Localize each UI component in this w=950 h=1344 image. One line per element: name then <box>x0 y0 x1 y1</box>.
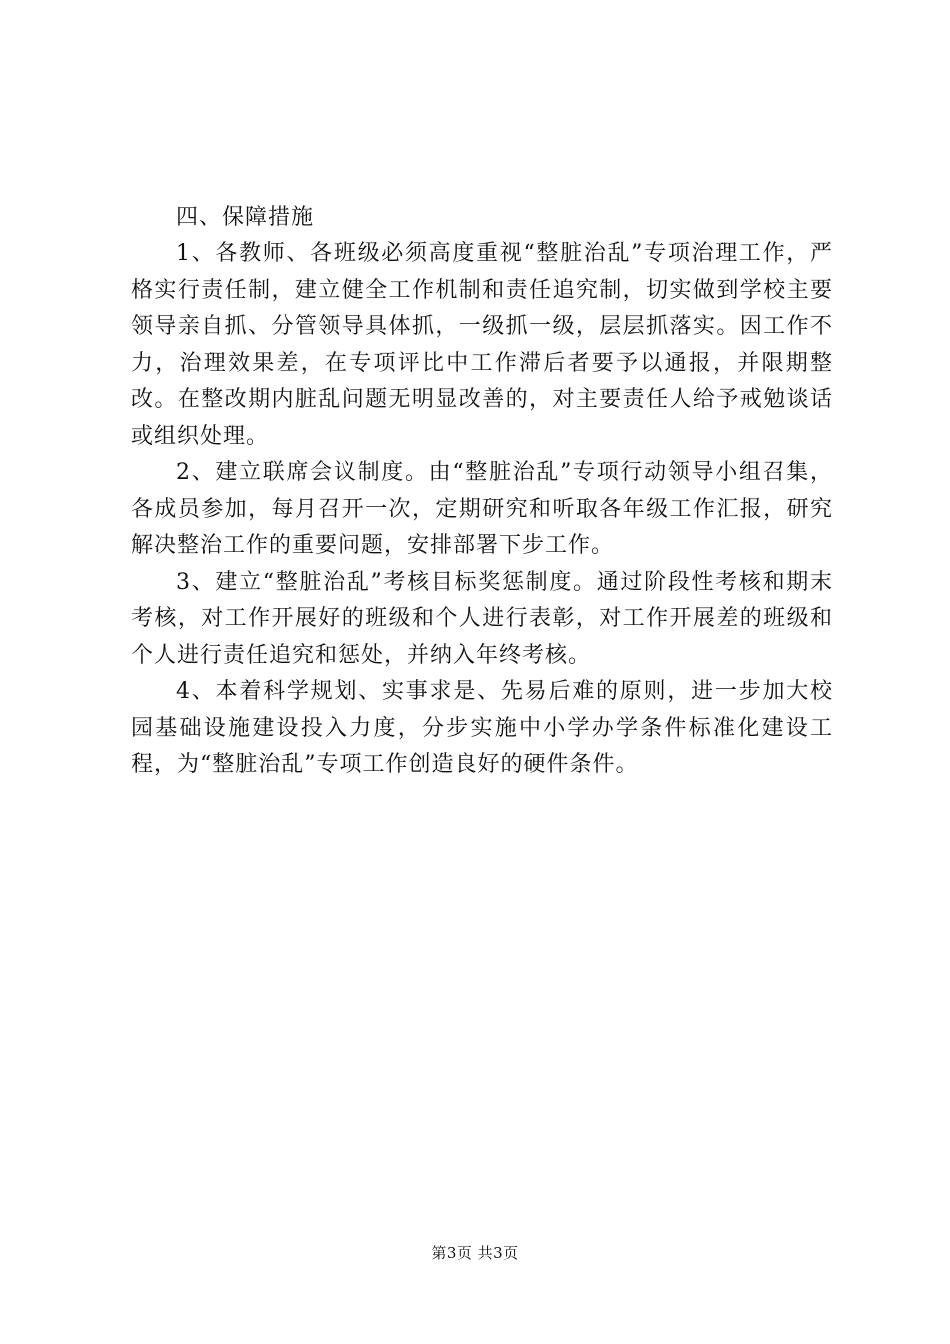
page-footer: 第3页 共3页 <box>431 1244 519 1262</box>
paragraph-3: 3、建立“整脏治乱”考核目标奖惩制度。通过阶段性考核和期末考核，对工作开展好的班级和个人进行表彰，对工作开展差的班级和个人进行责任追究和惩处，并纳入年终考核。 <box>131 569 833 668</box>
paragraph-1: 1、各教师、各班级必须高度重视“整脏治乱”专项治理工作，严格实行责任制，建立健全工作机制和责任追究制，切实做到学校主要领导亲自抓、分管领导具体抓，一级抓一级，层层抓落实。因工作不力，治理效果差，在专项评比中工作滞后者要予以通报，并限期整改。在整改期内脏乱问题无明显改善的，对主要责任人给予戒勉谈话或组织处理。 <box>131 241 833 449</box>
section-heading: 四、保障措施 <box>176 205 315 230</box>
paragraph-2: 2、建立联席会议制度。由“整脏治乱”专项行动领导小组召集，各成员参加，每月召开一次，定期研究和听取各年级工作汇报，研究解决整治工作的重要问题，安排部署下步工作。 <box>131 460 833 558</box>
paragraph-4: 4、本着科学规划、实事求是、先易后难的原则，进一步加大校园基础设施建设投入力度，分步实施中小学办学条件标准化建设工程，为“整脏治乱”专项工作创造良好的硬件条件。 <box>131 679 833 777</box>
section-content <box>131 200 833 784</box>
